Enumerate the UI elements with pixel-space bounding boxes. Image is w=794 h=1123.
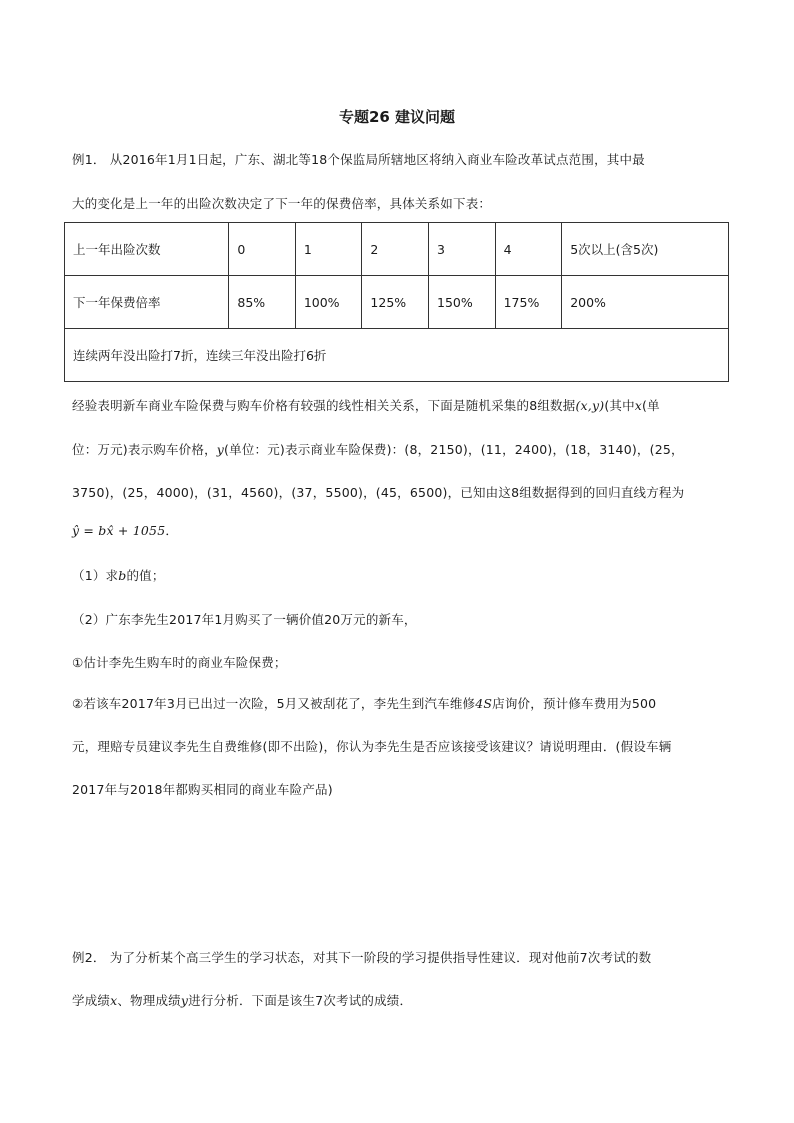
regression-equation: ŷ = bx̂ + 1055． [72, 523, 179, 538]
example2-line2: 学成绩x、物理成绩y进行分析．下面是该生7次考试的成绩． [72, 993, 413, 1008]
question-2-part-2-end: 2017年与2018年都购买相同的商业车险产品) [72, 782, 333, 797]
table-cell: 100% [295, 276, 362, 329]
example2-label: 例2． [72, 950, 106, 965]
table-cell: 175% [495, 276, 562, 329]
table-cell: 上一年出险次数 [65, 223, 229, 276]
question-1: （1）求b的值； [72, 568, 165, 583]
table-row [65, 329, 729, 382]
math-x: x [634, 398, 643, 413]
table-row [65, 223, 729, 276]
table-cell: 200% [562, 276, 729, 329]
table-cell: 0 [229, 223, 295, 276]
example1-line2: 大的变化是上一年的出险次数决定了下一年的保费倍率，具体关系如下表： [72, 196, 492, 211]
question-2: （2）广东李先生2017年1月购买了一辆价值20万元的新车， [72, 612, 417, 627]
table-cell: 2 [362, 223, 429, 276]
math-y: y [216, 442, 225, 457]
table-cell: 150% [429, 276, 496, 329]
table-cell: 4 [495, 223, 562, 276]
question-2-part-2: ②若该车2017年3月已出过一次险，5月又被刮花了，李先生到汽车维修4S店询价，预计修车费用为500 [72, 696, 657, 711]
math-b: b [118, 568, 127, 583]
table-cell: 1 [295, 223, 362, 276]
example2-line1: 例2． 为了分析某个高三学生的学习状态，对其下一阶段的学习提供指导性建议．现对他前7次考试的数 [72, 950, 652, 965]
page-title: 专题26 建议问题 [338, 108, 456, 126]
table-cell: 125% [362, 276, 429, 329]
table-footer-cell: 连续两年没出险打7折，连续三年没出险打6折 [65, 329, 729, 382]
example1-para-a: 经验表明新车商业车险保费与购车价格有较强的线性相关关系，下面是随机采集的8组数据(x,y)(其中x(单 [72, 398, 660, 413]
question-2-part-1: ①估计李先生购车时的商业车险保费； [72, 655, 287, 670]
example1-para-c: 3750)，(25，4000)，(31，4560)，(37，5500)，(45，6500)，已知由这8组数据得到的回归直线方程为 [72, 485, 685, 500]
table-row [65, 276, 729, 329]
table-cell: 5次以上(含5次) [562, 223, 729, 276]
insurance-rate-table [64, 222, 729, 382]
table-cell: 下一年保费倍率 [65, 276, 229, 329]
math-xy: (x,y) [575, 398, 605, 413]
math-x: x [110, 993, 118, 1008]
math-4s: 4S [475, 696, 493, 711]
table-cell: 85% [229, 276, 295, 329]
example1-line1: 例1． 从2016年1月1日起，广东、湖北等18个保监局所辖地区将纳入商业车险改革试点范围，其中最 [72, 152, 645, 167]
question-2-part-2-cont: 元，理赔专员建议李先生自费维修(即不出险)，你认为李先生是否应该接受该建议？请说明理由．(假设车辆 [72, 739, 672, 754]
table-cell: 3 [429, 223, 496, 276]
math-y: y [180, 993, 189, 1008]
example1-para-b: 位：万元)表示购车价格，y(单位：元)表示商业车险保费)：(8，2150)，(11，2400)，(18，3140)，(25， [72, 442, 684, 457]
example1-label: 例1． [72, 152, 106, 167]
